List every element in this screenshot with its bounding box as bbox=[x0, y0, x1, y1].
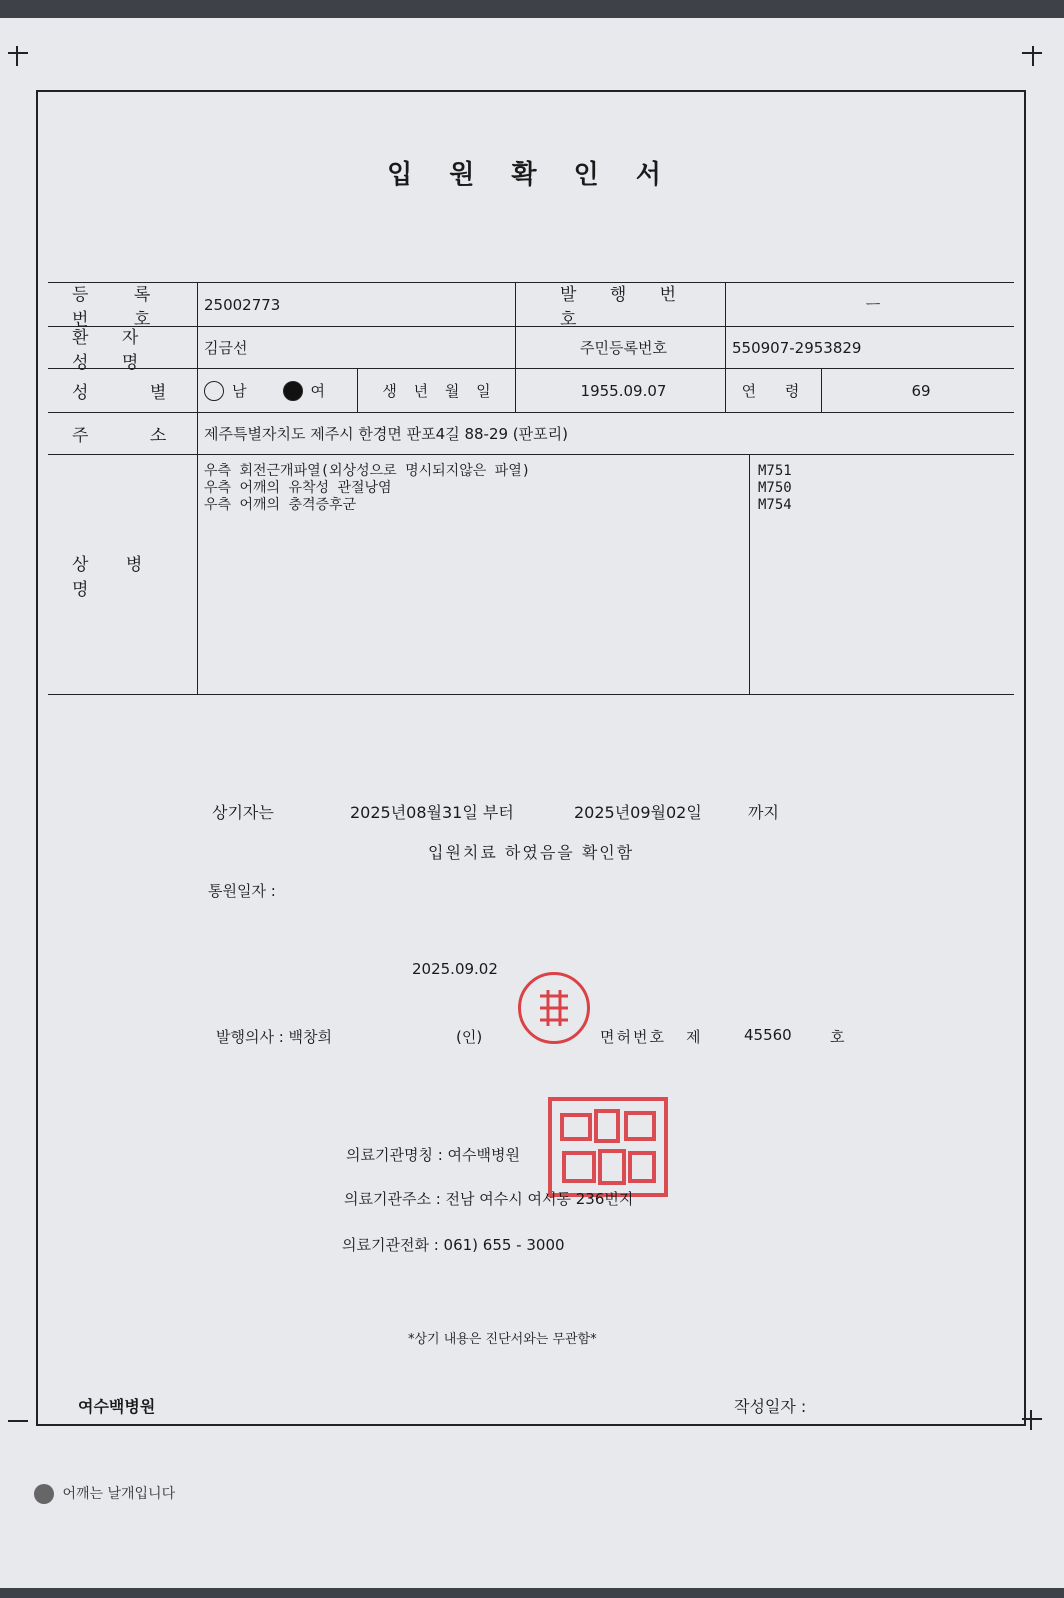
address-label: 주 소 bbox=[48, 413, 198, 455]
paper-sheet bbox=[0, 18, 1064, 1588]
logo-text: 어깨는 날개입니다 bbox=[62, 1486, 176, 1502]
footer-written-date: 작성일자 : bbox=[734, 1397, 807, 1416]
diagnosis-name: 우측 어깨의 유착성 관절낭염 bbox=[204, 480, 392, 496]
diagnosis-code: M751 bbox=[758, 463, 792, 479]
doctor-seal-icon bbox=[518, 972, 590, 1044]
statement-suffix: 까지 bbox=[748, 803, 779, 822]
crop-mark bbox=[1032, 46, 1034, 66]
issue-date: 2025.09.02 bbox=[412, 960, 498, 978]
radio-female-icon bbox=[283, 381, 303, 401]
sex-female-label: 여 bbox=[310, 382, 325, 400]
crop-mark bbox=[16, 46, 18, 66]
seal-mark: (인) bbox=[456, 1028, 483, 1046]
registration-no-value: 25002773 bbox=[198, 283, 516, 327]
license-suffix: 호 bbox=[830, 1028, 845, 1046]
institution-phone: 의료기관전화 : 061) 655 - 3000 bbox=[342, 1236, 565, 1254]
document-title: 입 원 확 인 서 bbox=[387, 160, 675, 190]
diagnosis-code: M754 bbox=[758, 497, 792, 513]
patient-name-value: 김금선 bbox=[198, 327, 516, 369]
disclaimer-note: *상기 내용은 진단서와는 무관함* bbox=[408, 1332, 597, 1347]
crop-mark bbox=[1030, 1410, 1032, 1430]
admission-from-date: 2025년08월31일 부터 bbox=[350, 803, 514, 822]
birth-date-value: 1955.09.07 bbox=[516, 369, 726, 413]
outpatient-date-label: 통원일자 : bbox=[208, 882, 276, 900]
hospital-logo bbox=[34, 1483, 175, 1504]
resident-no-value: 550907-2953829 bbox=[726, 327, 1014, 369]
issue-no-value: ㅡ bbox=[726, 283, 1014, 327]
diagnosis-label: 상 병 명 bbox=[48, 455, 198, 695]
sex-label: 성 별 bbox=[48, 369, 198, 413]
license-label: 면허번호 bbox=[600, 1028, 666, 1046]
diagnosis-codes bbox=[750, 455, 1014, 695]
info-table bbox=[48, 282, 1014, 600]
diagnosis-name: 우측 회전근개파열(외상성으로 명시되지않은 파열) bbox=[204, 463, 531, 479]
crop-mark bbox=[1022, 52, 1042, 54]
patient-name-label: 환 자 성 명 bbox=[48, 327, 198, 369]
address-value: 제주특별자치도 제주시 한경면 판포4길 88-29 (판포리) bbox=[198, 413, 1014, 455]
institution-address: 의료기관주소 : 전남 여수시 여서동 236번지 bbox=[344, 1190, 634, 1208]
hospital-seal-icon bbox=[548, 1097, 668, 1197]
admission-to-date: 2025년09월02일 bbox=[574, 803, 702, 822]
issue-no-label: 발 행 번 호 bbox=[516, 283, 726, 327]
statement-prefix: 상기자는 bbox=[212, 803, 274, 822]
diagnosis-name: 우측 어깨의 충격증후군 bbox=[204, 497, 357, 513]
diagnosis-names bbox=[198, 455, 750, 695]
diagnosis-code: M750 bbox=[758, 480, 792, 496]
birth-date-label: 생 년 월 일 bbox=[358, 369, 516, 413]
license-prefix: 제 bbox=[686, 1028, 701, 1046]
sex-options bbox=[198, 369, 358, 413]
radio-male-icon bbox=[204, 381, 224, 401]
footer-hospital: 여수백병원 bbox=[78, 1397, 156, 1416]
statement-confirm: 입원치료 하였음을 확인함 bbox=[428, 843, 635, 862]
sex-male-label: 남 bbox=[232, 382, 247, 400]
logo-icon bbox=[34, 1484, 54, 1504]
crop-mark bbox=[8, 52, 28, 54]
license-number: 45560 bbox=[744, 1026, 792, 1044]
admission-form bbox=[36, 90, 1026, 1426]
age-value: 69 bbox=[822, 369, 1014, 413]
crop-mark bbox=[8, 1420, 28, 1422]
doctor-label: 발행의사 : 백창희 bbox=[216, 1028, 333, 1046]
registration-no-label: 등 록 번 호 bbox=[48, 283, 198, 327]
age-label: 연 령 bbox=[726, 369, 822, 413]
resident-no-label: 주민등록번호 bbox=[516, 327, 726, 369]
institution-name: 의료기관명칭 : 여수백병원 bbox=[346, 1146, 520, 1164]
